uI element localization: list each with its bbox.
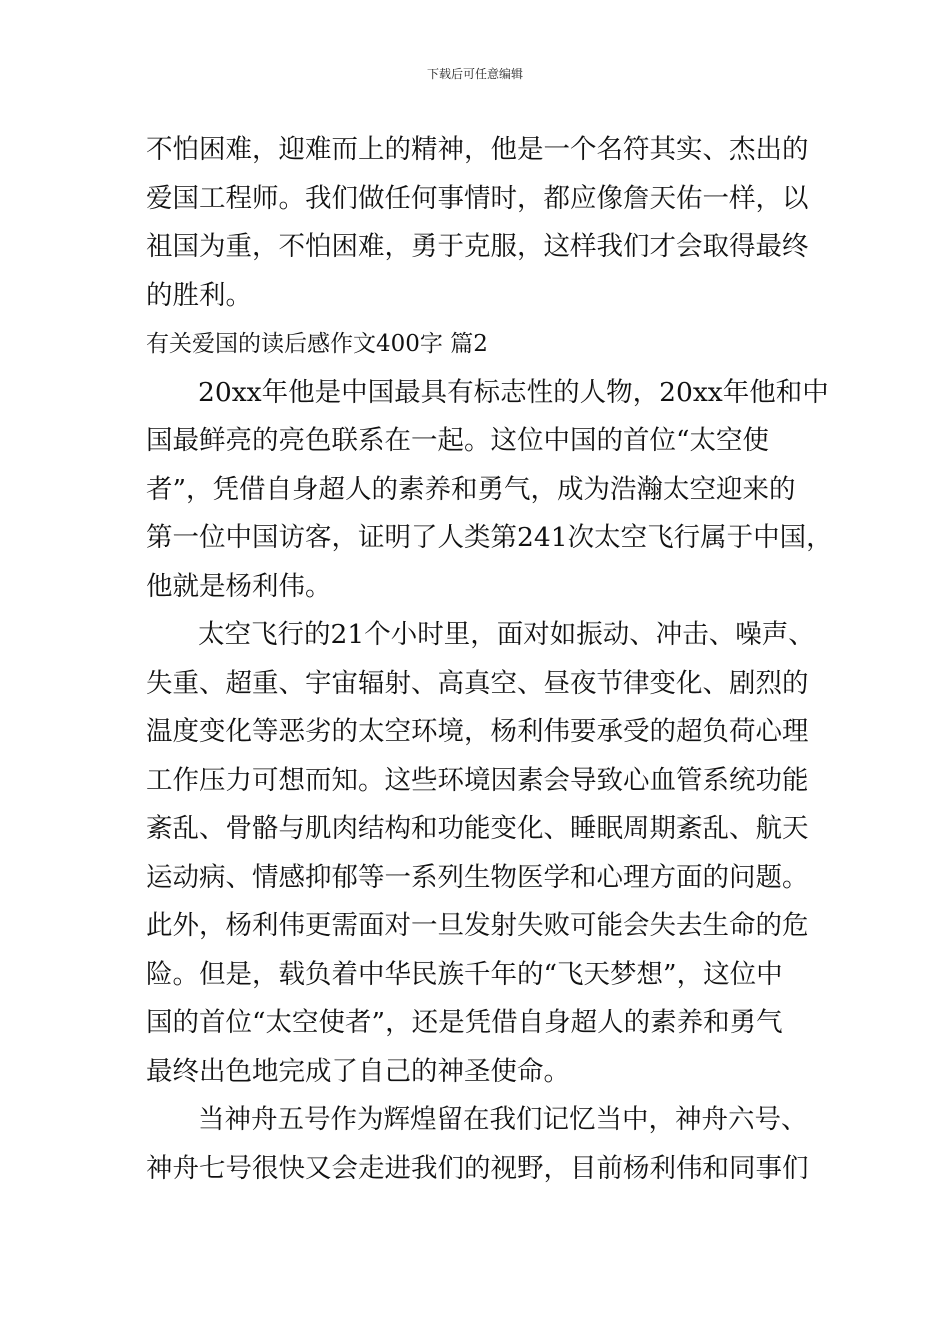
text-line: 爱国工程师。我们做任何事情时，都应像詹天佑一样，以 [146,182,809,214]
text-line: 此外，杨利伟更需面对一旦发射失败可能会失去生命的危 [146,910,809,941]
text-line: 国最鲜亮的亮色联系在一起。这位中国的首位“太空使 [146,425,770,456]
text-line: 最终出色地完成了自己的神圣使命。 [146,1055,570,1087]
text-line: 工作压力可想而知。这些环境因素会导致心血管系统功能 [146,764,809,796]
text-line: 祖国为重，不怕困难，勇于克服，这样我们才会取得最终 [146,231,809,262]
text-line: 他就是杨利伟。 [146,570,332,602]
page-header-note: 下载后可任意编辑 [426,67,523,81]
text-line: 国的首位“太空使者”，还是凭借自身超人的素养和勇气 [146,1007,783,1038]
text-line: 20xx年他是中国最具有标志性的人物，20xx年他和中 [198,376,829,408]
text-line: 神舟七号很快又会走进我们的视野，目前杨利伟和同事们 [146,1152,809,1184]
section-heading: 有关爱国的读后感作文400字 篇2 [146,331,488,357]
text-line: 温度变化等恶劣的太空环境，杨利伟要承受的超负荷心理 [146,716,809,747]
text-line: 失重、超重、宇宙辐射、高真空、昼夜节律变化、剧烈的 [146,667,809,699]
document-body [146,126,833,1193]
text-line: 不怕困难，迎难而上的精神，他是一个名符其实、杰出的 [146,134,809,165]
text-line: 太空飞行的21个小时里，面对如振动、冲击、噪声、 [198,619,815,650]
text-line: 第一位中国访客，证明了人类第241次太空飞行属于中国， [146,522,833,553]
text-line: 紊乱、骨骼与肌肉结构和功能变化、睡眠周期紊乱、航天 [146,813,809,844]
text-line: 的胜利。 [146,279,252,311]
text-line: 者”，凭借自身超人的素养和勇气，成为浩瀚太空迎来的 [146,473,796,505]
text-line: 险。但是，载负着中华民族千年的“飞天梦想”，这位中 [146,958,783,990]
text-line: 当神舟五号作为辉煌留在我们记忆当中，神舟六号、 [198,1104,808,1135]
text-line: 运动病、情感抑郁等一系列生物医学和心理方面的问题。 [146,861,809,893]
